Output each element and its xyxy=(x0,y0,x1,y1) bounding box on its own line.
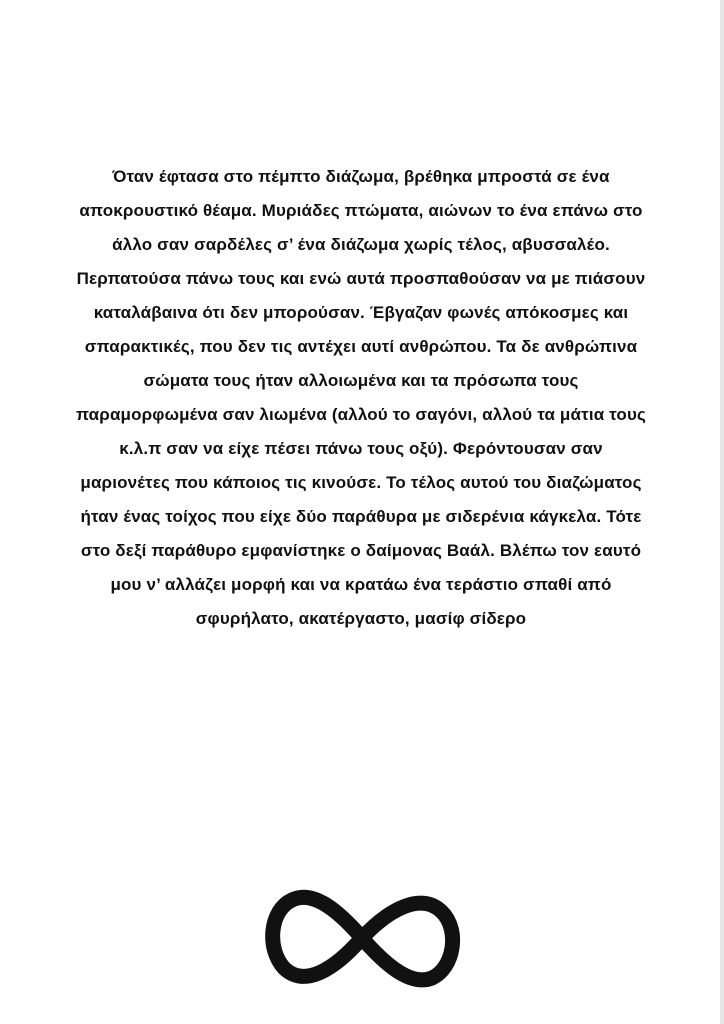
paragraph-line: Όταν έφτασα στο πέμπτο διάζωμα, βρέθηκα μπροστά σε ένα xyxy=(112,167,610,186)
paragraph-line: καταλάβαινα ότι δεν μπορούσαν. Έβγαζαν φωνές απόκοσμες και xyxy=(93,303,629,322)
paragraph-line: κ.λ.π σαν να είχε πέσει πάνω τους οξύ). Φερόντουσαν σαν xyxy=(119,439,603,458)
paragraph-line: σπαρακτικές, που δεν τις αντέχει αυτί ανθρώπου. Τα δε ανθρώπινα xyxy=(84,337,638,356)
paragraph-line: μαριονέτες που κάποιος τις κινούσε. Το τέλος αυτού του διαζώματος xyxy=(80,473,642,492)
paragraph-line: σφυρήλατο, ακατέργαστο, μασίφ σίδερο xyxy=(195,609,527,628)
paragraph-line: ήταν ένας τοίχος που είχε δύο παράθυρα με σιδερένια κάγκελα. Τότε xyxy=(80,507,642,526)
story-paragraph xyxy=(18,160,704,636)
page-edge-divider xyxy=(720,0,724,1024)
paragraph-line: στο δεξί παράθυρο εμφανίστηκε ο δαίμονας Βαάλ. Βλέπω τον εαυτό xyxy=(80,541,642,560)
infinity-icon xyxy=(262,888,462,988)
paragraph-line: σώματα τους ήταν αλλοιωμένα και τα πρόσωπα τους xyxy=(143,371,579,390)
paragraph-line: μου ν’ αλλάζει μορφή και να κρατάω ένα τεράστιο σπαθί από xyxy=(110,575,612,594)
paragraph-line: παραμορφωμένα σαν λιωμένα (αλλού το σαγόνι, αλλού τα μάτια τους xyxy=(75,405,647,424)
paragraph-line: άλλο σαν σαρδέλες σ’ ένα διάζωμα χωρίς τέλος, αβυσσαλέο. xyxy=(112,235,610,254)
paragraph-line: Περπατούσα πάνω τους και ενώ αυτά προσπαθούσαν να με πιάσουν xyxy=(76,269,646,288)
paragraph-line: αποκρουστικό θέαμα. Μυριάδες πτώματα, αιώνων το ένα επάνω στο xyxy=(79,201,643,220)
